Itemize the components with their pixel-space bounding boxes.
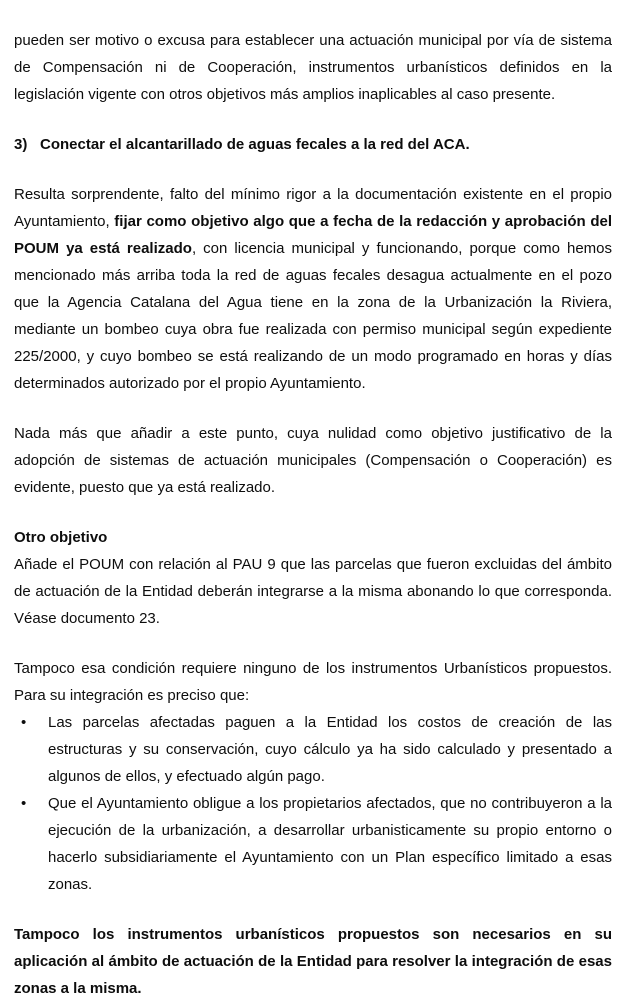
text-segment: , con licencia municipal y funcionando, porque como hemos mencionado más arriba toda la red de aguas fecales desagua actualmente en el pozo que la Agencia Catalana del Agua tiene en la zona de la Urbanización la Riviera, mediante un bombeo cuya obra fue realizada con permiso municipal según expediente 225/2000, y cuyo bombeo se está realizando de un modo programado en horas y días determinados autorizado por el propio Ayuntamiento. <box>14 240 613 392</box>
bullet-icon: • <box>21 795 27 812</box>
paragraph <box>14 27 612 108</box>
heading-number: 3) <box>14 136 28 153</box>
list-item <box>14 790 612 898</box>
paragraph <box>14 921 612 1002</box>
paragraph <box>14 655 612 709</box>
list-item <box>14 709 612 790</box>
text-segment: Resulta sorprendente, falto del mínimo rigor a la documentación existente en el propio Ayuntamiento, <box>14 186 612 230</box>
text-segment: Tampoco los instrumentos urbanísticos propuestos son necesarios en su aplicación al ámbito de actuación de la Entidad para resolver la integración de esas zonas a la misma. <box>14 926 612 997</box>
paragraph <box>14 551 612 632</box>
paragraph <box>14 181 612 397</box>
text-segment: Conectar el alcantarillado de aguas fecales a la red del ACA. <box>40 136 470 153</box>
text-segment: Que el Ayuntamiento obligue a los propietarios afectados, que no contribuyeron a la ejecución de la urbanización, a desarrollar urbanisticamente su propio entorno o hacerlo subsidiariamente el Ayuntamiento con un Plan específico limitado a esas zonas. <box>48 795 612 893</box>
text-segment: Nada más que añadir a este punto, cuya nulidad como objetivo justificativo de la adopción de sistemas de actuación municipales (Compensación o Cooperación) es evidente, puesto que ya está realizado. <box>14 425 612 496</box>
document-body <box>14 27 612 1002</box>
text-segment: Tampoco esa condición requiere ninguno de los instrumentos Urbanísticos propuestos. Para su integración es preciso que: <box>14 660 612 704</box>
subheading <box>14 524 612 551</box>
text-segment: fijar como objetivo algo que a fecha de la redacción y aprobación del POUM ya está realizado <box>14 213 612 257</box>
text-segment: pueden ser motivo o excusa para establecer una actuación municipal por vía de sistema de Compensación ni de Cooperación, instrumentos urbanísticos definidos en la legislación vigente con otros objetivos más amplios inaplicables al caso presente. <box>14 32 612 103</box>
text-segment: Las parcelas afectadas paguen a la Entidad los costos de creación de las estructuras y su conservación, cuyo cálculo ya ha sido calculado y presentado a algunos de ellos, y efectuado algún pago. <box>48 714 612 785</box>
bullet-list <box>14 709 612 898</box>
bullet-icon: • <box>21 714 27 731</box>
paragraph <box>14 420 612 501</box>
text-segment: Añade el POUM con relación al PAU 9 que las parcelas que fueron excluidas del ámbito de actuación de la Entidad deberán integrarse a la misma abonando lo que corresponda. Véase documento 23. <box>14 556 612 627</box>
text-segment: Otro objetivo <box>14 529 108 546</box>
numbered-heading <box>14 131 612 158</box>
heading-text <box>40 131 470 158</box>
